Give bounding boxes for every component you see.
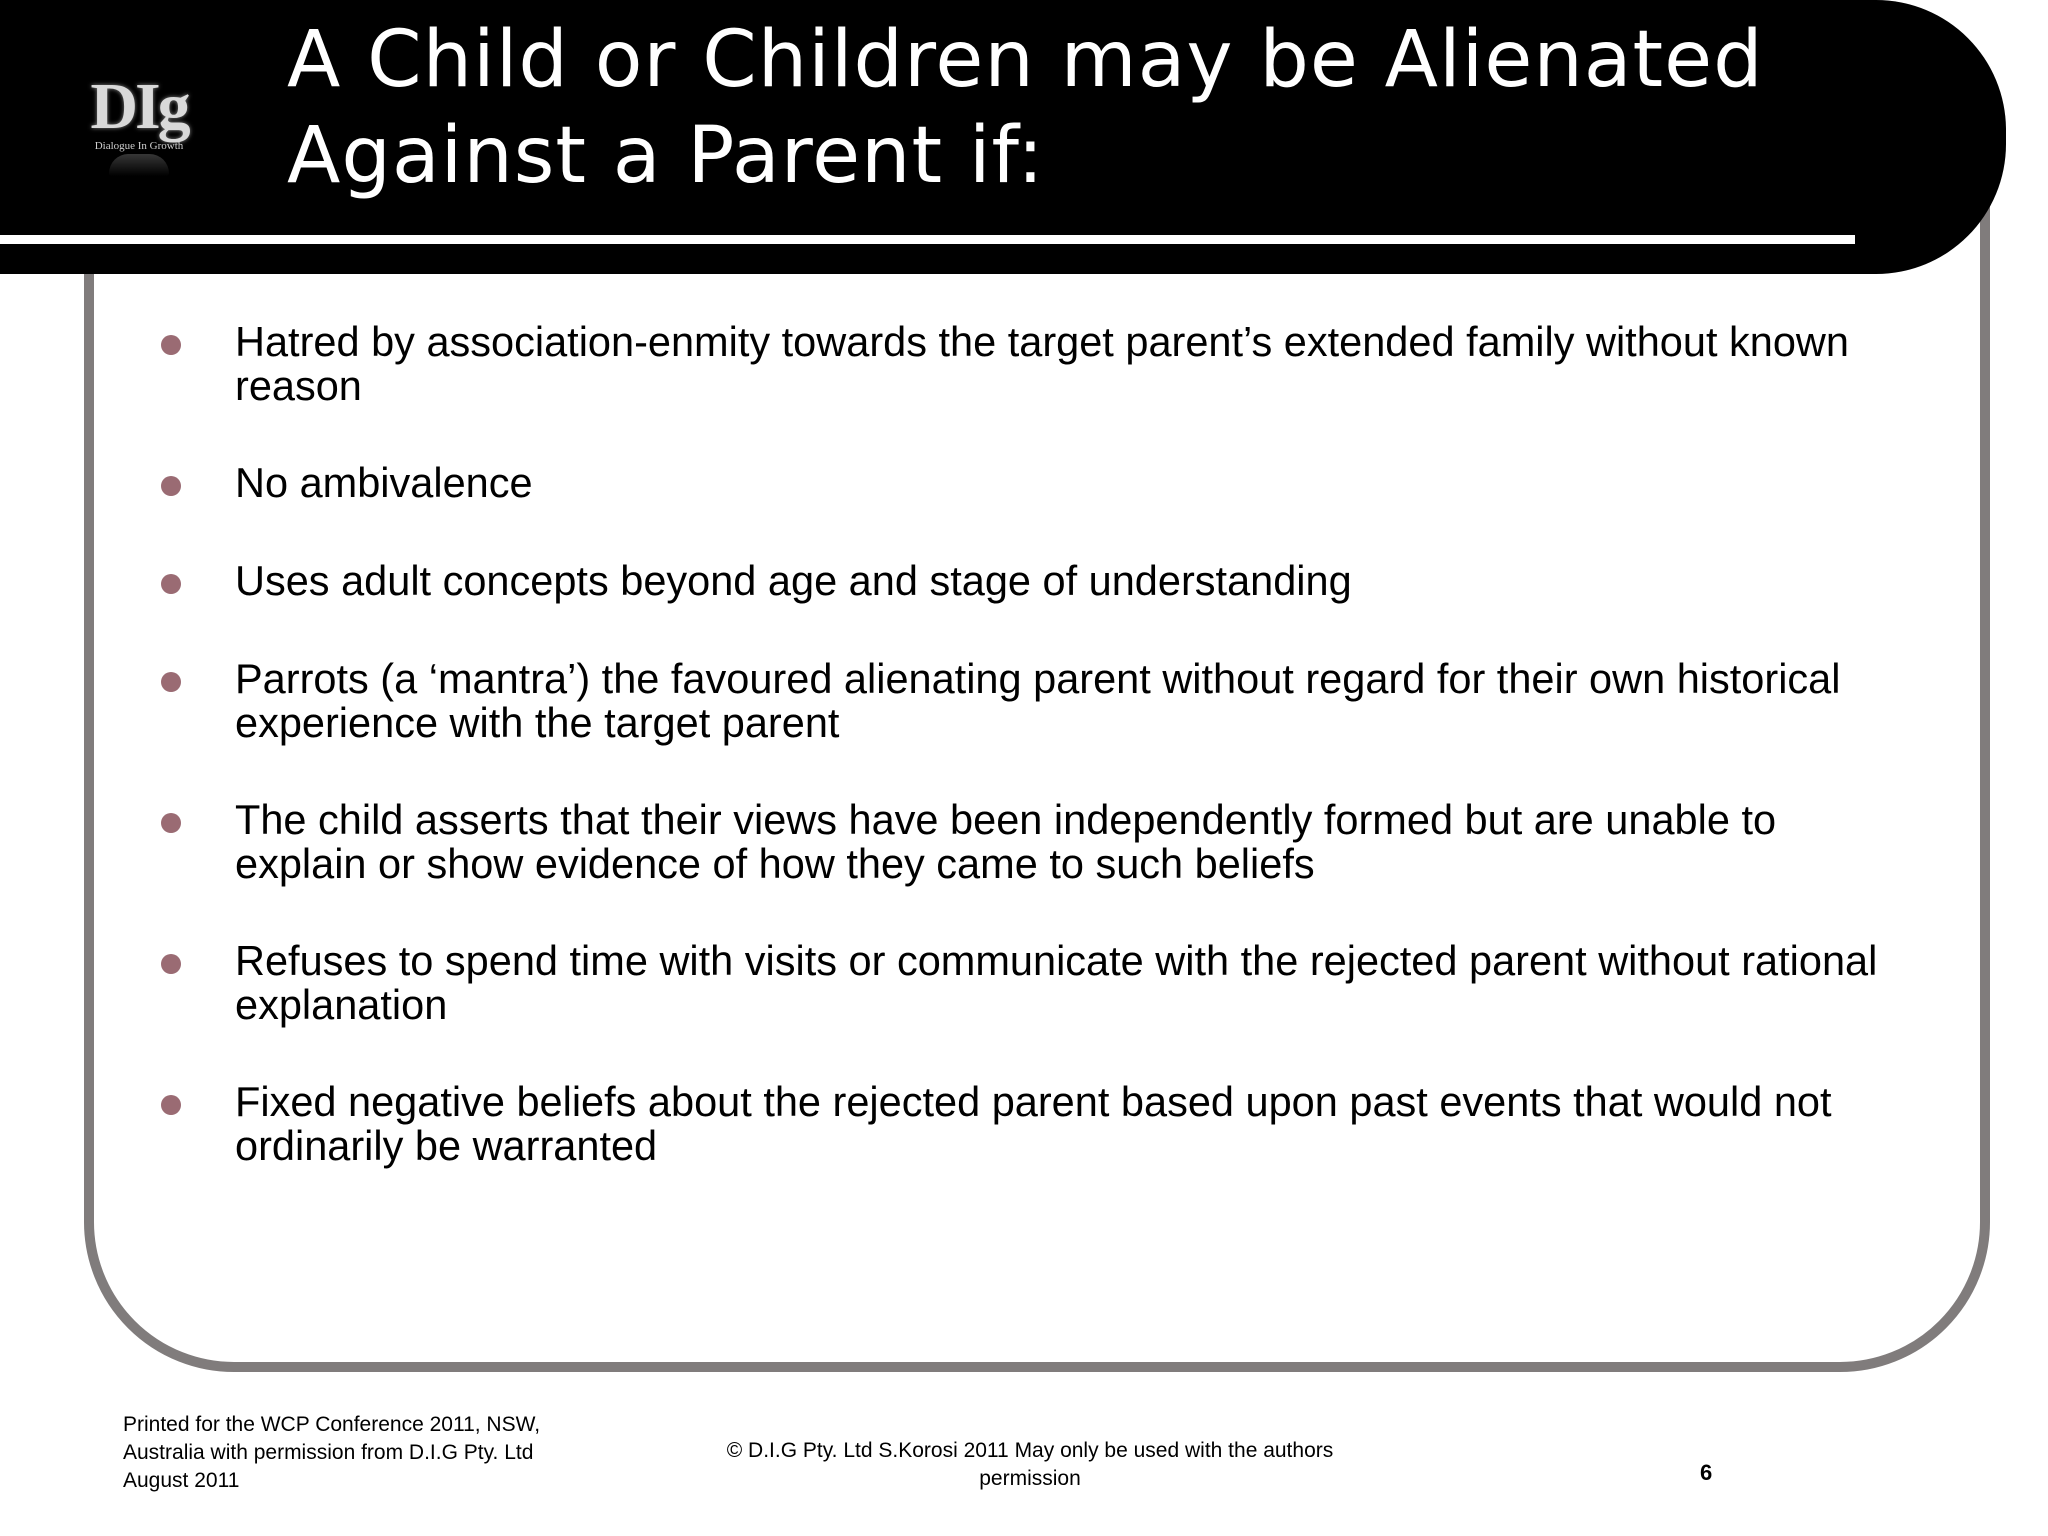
bullet-text: No ambivalence <box>235 459 533 506</box>
bullet-dot-icon <box>161 574 181 594</box>
logo-mark: DIg <box>90 70 188 143</box>
slide-header <box>0 0 2006 274</box>
bullet-item <box>160 559 1900 603</box>
page-number: 6 <box>1700 1460 1713 1485</box>
footer-print-note: Printed for the WCP Conference 2011, NSW, Australia with permission from D.I.G Pty. Ltd August 2011 <box>123 1413 541 1492</box>
bullet-text: Parrots (a ‘mantra’) the favoured alienating parent without regard for their own historical experience with the target parent <box>235 655 1841 746</box>
bullet-text: Uses adult concepts beyond age and stage of understanding <box>235 557 1352 604</box>
bullet-item <box>160 798 1900 886</box>
dig-logo <box>64 72 214 202</box>
logo-tagline: Dialogue In Growth <box>94 140 184 152</box>
slide-title: A Child or Children may be Alienated Against a Parent if: <box>287 15 1764 201</box>
logo-reflection <box>109 154 169 176</box>
bullet-list <box>160 320 1900 1221</box>
bullet-item <box>160 461 1900 505</box>
bullet-dot-icon <box>161 954 181 974</box>
bullet-dot-icon <box>161 813 181 833</box>
bullet-item <box>160 1080 1900 1168</box>
bullet-text: Fixed negative beliefs about the rejected parent based upon past events that would not ordinarily be warranted <box>235 1078 1832 1169</box>
bullet-dot-icon <box>161 476 181 496</box>
bullet-text: Hatred by association-enmity towards the target parent’s extended family without known reason <box>235 318 1849 409</box>
bullet-dot-icon <box>161 335 181 355</box>
bullet-text: Refuses to spend time with visits or communicate with the rejected parent without rational explanation <box>235 937 1878 1028</box>
bullet-item <box>160 939 1900 1027</box>
footer-copyright: © D.I.G Pty. Ltd S.Korosi 2011 May only be used with the authors permission <box>726 1439 1334 1490</box>
bullet-item <box>160 657 1900 745</box>
bullet-dot-icon <box>161 1095 181 1115</box>
bullet-item <box>160 320 1900 408</box>
header-divider <box>0 235 1855 244</box>
bullet-dot-icon <box>161 672 181 692</box>
bullet-text: The child asserts that their views have been independently formed but are unable to explain or show evidence of how they came to such beliefs <box>235 796 1777 887</box>
